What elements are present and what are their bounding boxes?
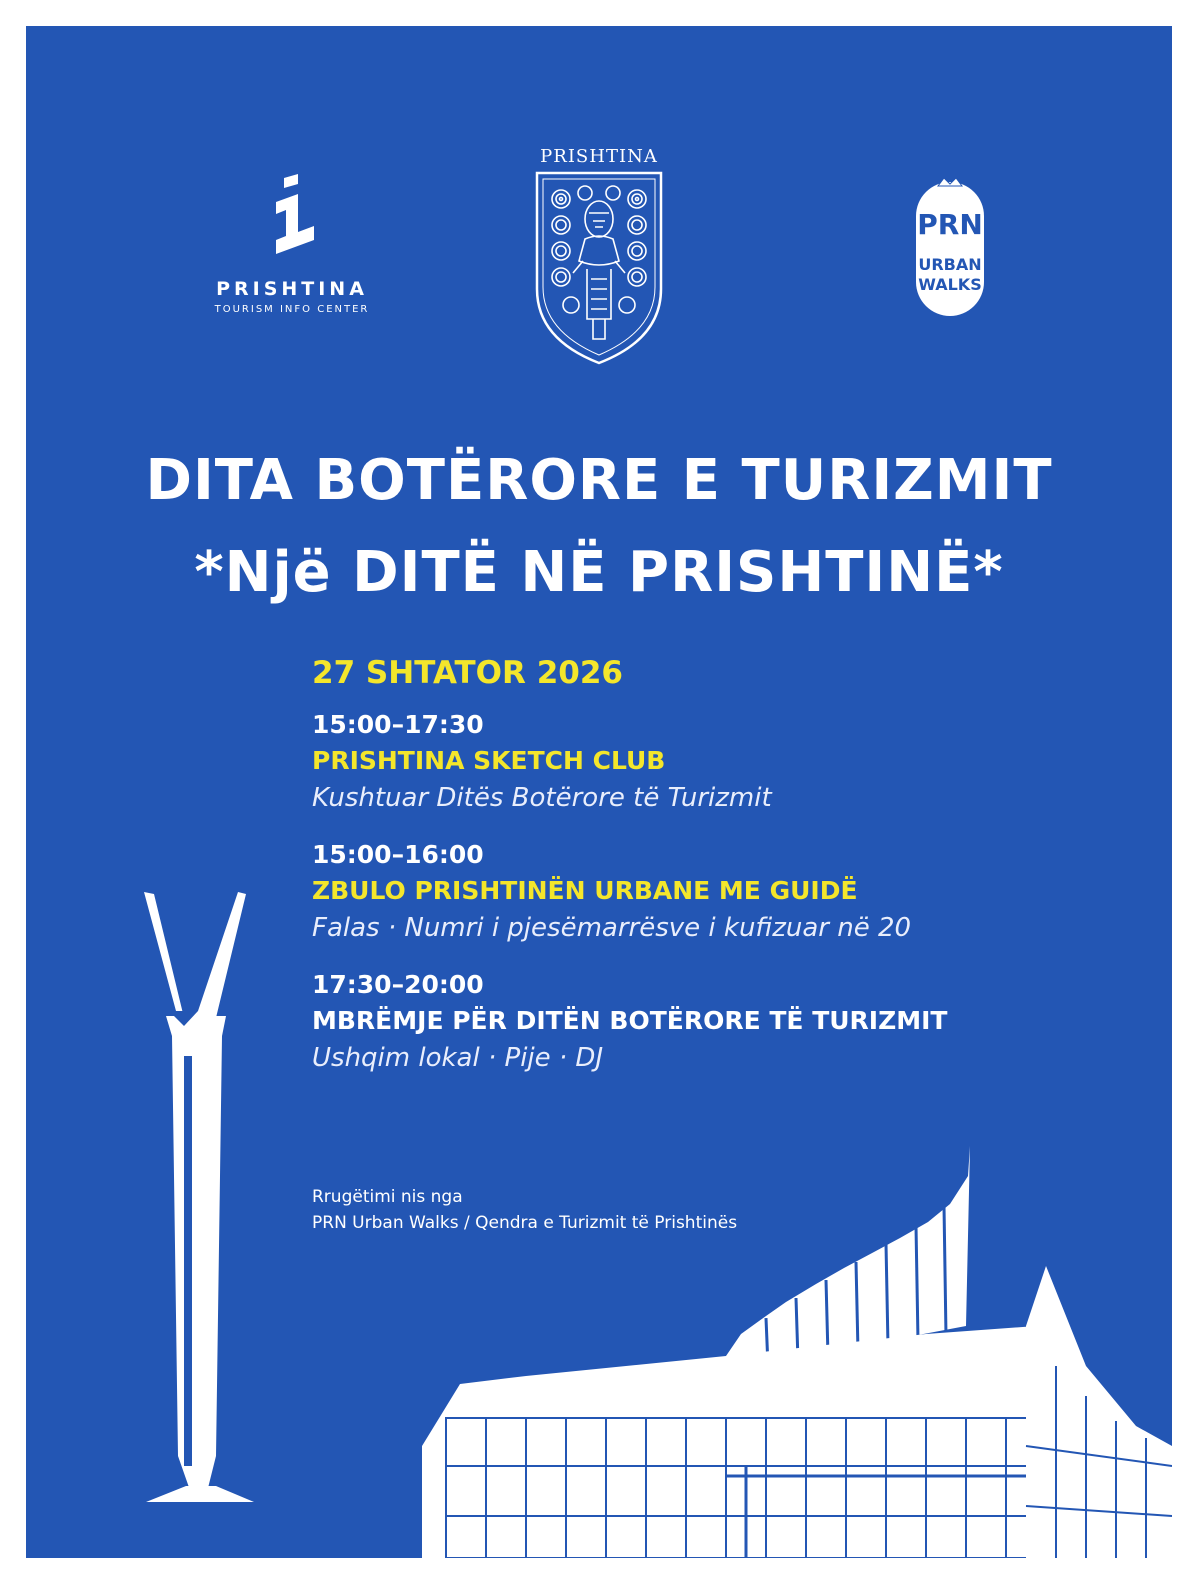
route-info [312,1184,737,1236]
page-title: DITA BOTËRORE E TURIZMIT [145,448,1053,513]
tic-subtitle: TOURISM INFO CENTER [214,304,370,315]
event-item-urban-tour [312,837,1092,947]
event-title: MBRËMJE PËR DITËN BOTËRORE TË TURIZMIT [312,1006,948,1035]
route-line-2: PRN Urban Walks / Qendra e Turizmit të Prishtinës [312,1213,738,1233]
crest-name: PRISHTINA [540,146,658,167]
urban-walks-badge-icon [916,176,984,316]
route-line-1: Rrugëtimi nis nga [312,1187,463,1207]
event-title: ZBULO PRISHTINËN URBANE ME GUIDË [312,876,858,905]
prn-text: PRN [917,208,983,241]
event-description: Falas · Numri i pjesëmarrësve i kufizuar në 20 [312,913,912,943]
event-item-evening [312,967,1092,1077]
monument-illustration [144,892,254,1502]
prn-urban-walks-logo [916,176,984,316]
event-time: 17:30–20:00 [312,970,484,999]
event-description: Ushqim lokal · Pije · DJ [312,1043,604,1073]
page-subtitle: *Një DITË NË PRISHTINË* [194,540,1004,605]
event-time: 15:00–16:00 [312,840,484,869]
event-item-sketch-club [312,707,1092,817]
prishtina-crest-logo [530,146,668,378]
event-description: Kushtuar Ditës Botërore të Turizmit [312,783,772,813]
poster [26,26,1172,1558]
info-i-icon [262,174,322,274]
tic-name: PRISHTINA [216,278,368,300]
event-title: PRISHTINA SKETCH CLUB [312,746,666,775]
event-date: 27 SHTATOR 2026 [312,655,623,691]
tourism-info-center-logo [202,174,382,334]
crest-shield-icon [533,169,665,365]
urban-text: URBAN [918,255,982,274]
walks-text: WALKS [918,275,982,294]
schedule [312,651,1092,1097]
event-time: 15:00–17:30 [312,710,484,739]
